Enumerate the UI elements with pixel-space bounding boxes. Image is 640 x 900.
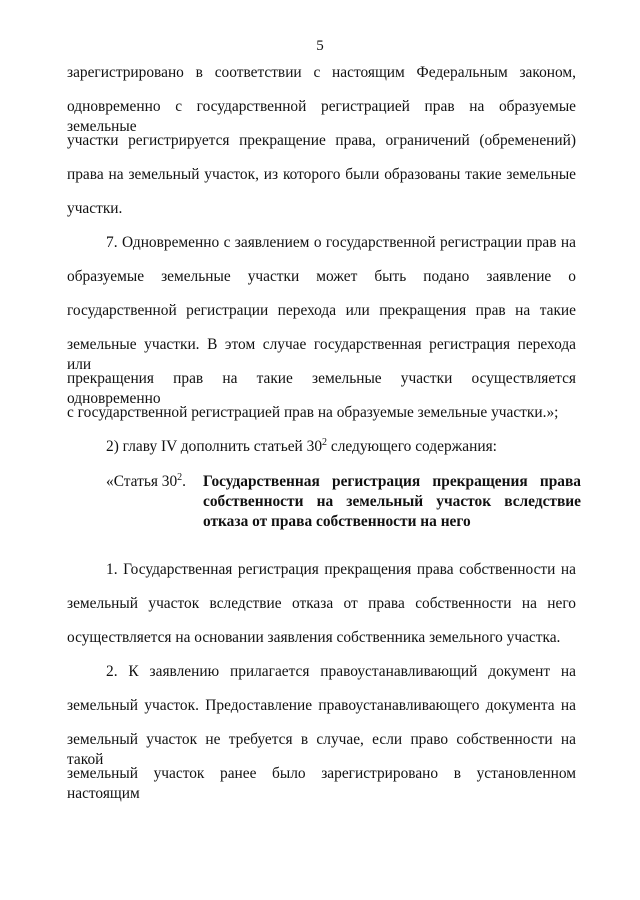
text-line: прекращения прав на такие земельные участки осуществляется одновременно [67,370,576,407]
text-line: одновременно с государственной регистрацией прав на образуемые земельные [67,98,576,135]
text-line: с государственной регистрацией прав на образуемые земельные участки.»; [67,404,559,421]
page-number: 5 [316,38,324,54]
article-title-line: собственности на земельный участок вследствие [203,493,581,510]
text-line: земельный участок не требуется в случае, если право собственности на такой [67,731,576,768]
text-line: государственной регистрации перехода или прекращения прав на такие [67,302,576,319]
article-number-text: . [182,473,187,490]
paragraph-first-line: 7. Одновременно с заявлением о государственной регистрации прав на [106,234,576,251]
text-line: земельный участок вследствие отказа от права собственности на него [67,595,576,612]
text-line: права на земельный участок, из которого были образованы такие земельные [67,166,576,183]
amendment-line [106,437,576,457]
article-number [106,472,186,492]
paragraph-first-line: 1. Государственная регистрация прекращения права собственности на [106,561,576,578]
superscript: 2 [322,437,328,448]
paragraph-first-line: 2. К заявлению прилагается правоустанавливающий документ на [106,663,576,680]
article-title-line: отказа от права собственности на него [203,513,471,530]
text-line: участки регистрируется прекращение права, ограничений (обременений) [67,132,576,149]
text-line: земельный участок. Предоставление правоустанавливающего документа на [67,697,576,714]
amendment-text: следующего содержания: [327,438,497,455]
text-line: земельный участок ранее было зарегистрировано в установленном настоящим [67,765,576,802]
article-number-text: «Статья 30 [106,473,178,490]
superscript: 2 [177,472,183,483]
article-title [203,472,581,532]
text-line: зарегистрировано в соответствии с настоящим Федеральным законом, [67,64,576,81]
amendment-text: 2) главу IV дополнить статьей 30 [106,438,323,455]
text-line: участки. [67,200,123,217]
text-line: земельные участки. В этом случае государственная регистрация перехода или [67,336,576,373]
text-line: осуществляется на основании заявления собственника земельного участка. [67,629,561,646]
article-title-line: Государственная регистрация прекращения права [203,473,581,490]
text-line: образуемые земельные участки может быть подано заявление о [67,268,576,285]
